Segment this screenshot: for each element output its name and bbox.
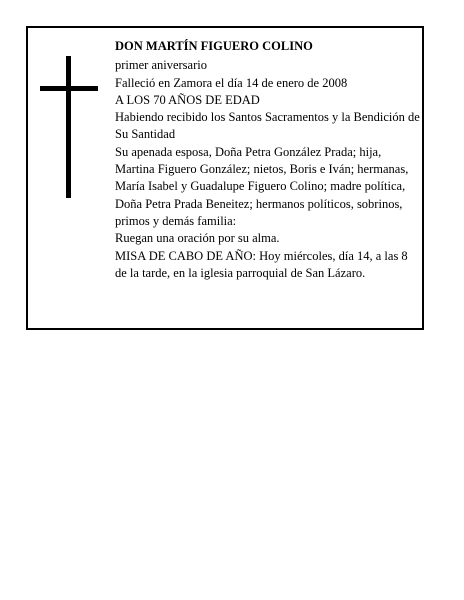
cross-vertical-bar — [66, 56, 71, 198]
obituary-notice — [26, 26, 424, 330]
sacraments-line: Habiendo recibido los Santos Sacramentos y la Bendición de Su Santidad — [115, 110, 420, 142]
family-line: Su apenada esposa, Doña Petra González Prada; hija, Martina Figuero González; nietos, Boris e Iván; hermanas, María Isabel y Guadalupe Figuero Colino; madre política, Doña Petra Prada Beneitez; hermanos políticos, sobrinos, primos y demás familia: — [115, 144, 409, 228]
mass-line: MISA DE CABO DE AÑO: Hoy miércoles, día 14, a las 8 de la tarde, en la iglesia parroquial de San Lázaro. — [115, 248, 408, 280]
death-details: Falleció en Zamora el día 14 de enero de 2008 — [115, 75, 348, 90]
age-line: A LOS 70 AÑOS DE EDAD — [115, 92, 260, 107]
notice-text — [115, 38, 421, 282]
cross-icon — [40, 56, 98, 198]
cross-horizontal-bar — [40, 86, 98, 91]
anniversary-label: primer aniversario — [115, 58, 207, 73]
prayer-line: Ruegan una oración por su alma. — [115, 231, 280, 246]
deceased-name: DON MARTÍN FIGUERO COLINO — [115, 39, 313, 53]
